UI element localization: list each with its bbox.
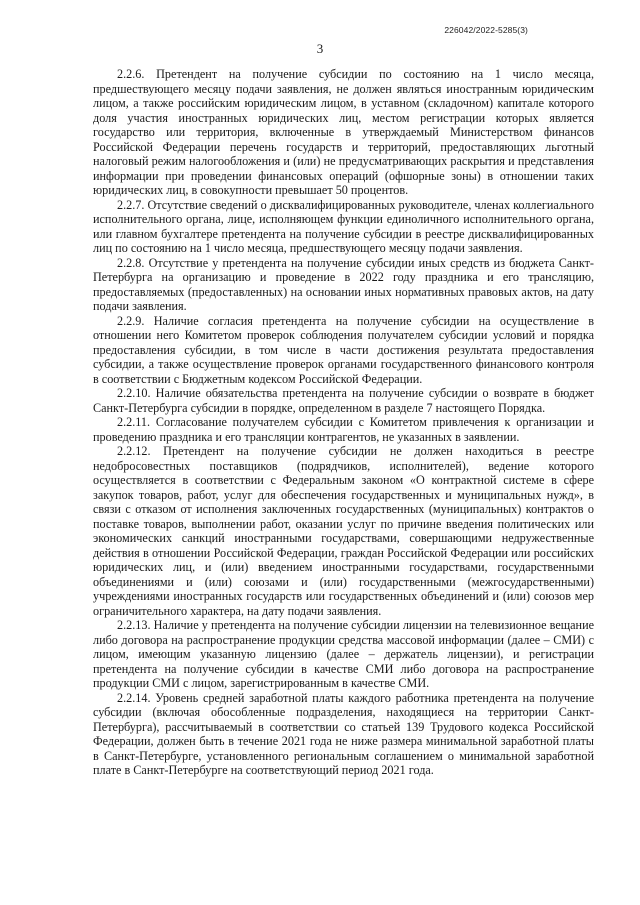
paragraph-2-2-14: 2.2.14. Уровень средней заработной платы каждого работника претендента на получение субсидии (включая обособленные подразделения, находящиеся на территории Санкт-Петербурга), рассчитываемый в соответствии со статьей 139 Трудового кодекса Российской Федерации, должен быть в течение 2021 года не ниже размера минимальной заработной платы в Санкт-Петербурге, установленного региональным соглашением о минимальной заработной плате в Санкт-Петербурге на соответствующий период 2021 года. <box>93 690 594 777</box>
paragraph-2-2-12: 2.2.12. Претендент на получение субсидии не должен находиться в реестре недобросовестных поставщиков (подрядчиков, исполнителей), ведение которого осуществляется в соответствии с Федеральным законом «О контрактной системе в сфере закупок товаров, работ, услуг для обеспечения государственных и муниципальных нужд», в связи с отказом от исполнения заключенных государственных (муниципальных) контрактов о поставке товаров, выполнении работ, оказании услуг по причине введения политических или экономических санкций иностранными государствами, совершающими недружественные действия в отношении Российской Федерации, граждан Российской Федерации или российских юридических лиц, и (или) введением иностранными государствами, государственными объединениями и (или) союзами и (или) государственными (межгосударственными) учреждениями иностранных государств или государственных объединений и (или) союзов мер ограничительного характера, на дату подачи заявления. <box>93 444 594 618</box>
paragraph-2-2-7: 2.2.7. Отсутствие сведений о дисквалифицированных руководителе, членах коллегиального исполнительного органа, лице, исполняющем функции единоличного исполнительного органа, или главном бухгалтере претендента на получение субсидии в реестре дисквалифицированных лиц по состоянию на 1 число месяца, предшествующего месяцу подачи заявления. <box>93 197 594 255</box>
paragraph-2-2-11: 2.2.11. Согласование получателем субсидии с Комитетом привлечения к организации и проведению праздника и его трансляции контрагентов, не указанных в заявлении. <box>93 415 594 444</box>
document-id: 226042/2022-5285(3) <box>444 25 528 35</box>
paragraph-2-2-9: 2.2.9. Наличие согласия претендента на получение субсидии на осуществление в отношении него Комитетом проверок соблюдения получателем субсидии условий и порядка предоставления субсидии, в том числе в части достижения результата предоставления субсидии, а также осуществление проверок органами государственного финансового контроля в соответствии с Бюджетным кодексом Российской Федерации. <box>93 313 594 386</box>
document-body <box>93 67 594 778</box>
page-number: 3 <box>316 41 324 56</box>
paragraph-2-2-10: 2.2.10. Наличие обязательства претендента на получение субсидии о возврате в бюджет Санкт-Петербурга субсидии в порядке, определенном в разделе 7 настоящего Порядка. <box>93 386 594 415</box>
paragraph-2-2-8: 2.2.8. Отсутствие у претендента на получение субсидии иных средств из бюджета Санкт-Петербурга на организацию и проведение в 2022 году праздника и его трансляцию, предоставляемых (предоставленных) на основании иных нормативных правовых актов, на дату подачи заявления. <box>93 255 594 313</box>
paragraph-2-2-6: 2.2.6. Претендент на получение субсидии по состоянию на 1 число месяца, предшествующего месяцу подачи заявления, не должен являться иностранным юридическим лицом, а также российским юридическим лицом, в уставном (складочном) капитале которого доля участия иностранных юридических лиц, местом регистрации которых является государство или территория, включенные в утверждаемый Министерством финансов Российской Федерации перечень государств и территорий, предоставляющих льготный налоговый режим налогообложения и (или) не предусматривающих раскрытия и представления информации при проведении финансовых операций (офшорные зоны) в отношении таких юридических лиц, в совокупности превышает 50 процентов. <box>93 67 594 197</box>
paragraph-2-2-13: 2.2.13. Наличие у претендента на получение субсидии лицензии на телевизионное вещание либо договора на распространение продукции средства массовой информации (далее – СМИ) с лицом, имеющим указанную лицензию (далее – держатель лицензии), и регистрации претендента на получение субсидии в качестве СМИ либо договора на распространение продукции СМИ с лицом, зарегистрированным в качестве СМИ. <box>93 618 594 690</box>
